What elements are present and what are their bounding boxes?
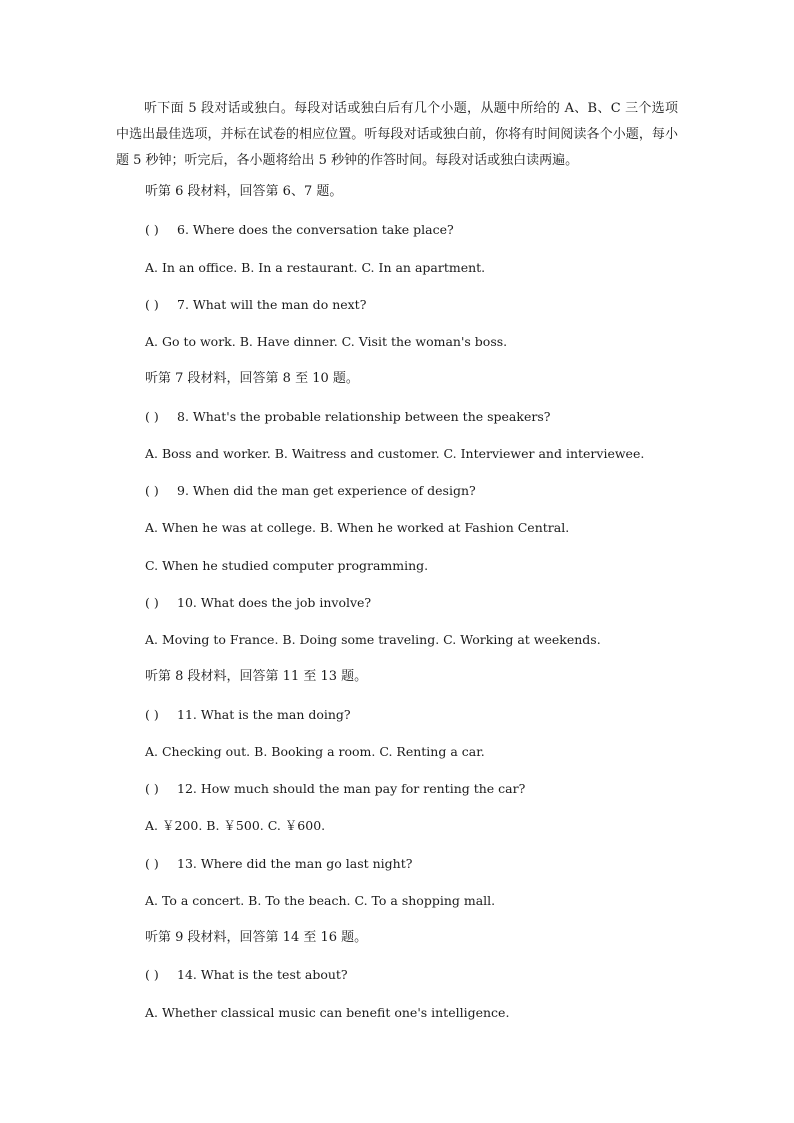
- question-11-options: A. Checking out. B. Booking a room. C. Renting a car.: [145, 744, 485, 759]
- question-9-option-c: C. When he studied computer programming.: [145, 558, 429, 573]
- question-8-options: A. Boss and worker. B. Waitress and customer. C. Interviewer and interviewee.: [145, 446, 645, 461]
- question-text: 8. What's the probable relationship between the speakers?: [177, 409, 551, 424]
- answer-blank[interactable]: ( ): [145, 856, 159, 871]
- listening-instructions: 听下面 5 段对话或独白。每段对话或独白后有几个小题，从题中所给的 A、B、C 三个选项中选出最佳选项，并标在试卷的相应位置。听每段对话或独白前，你将有时间阅读各个小题，每小题 5 秒钟；听完后，各小题将给出 5 秒钟的作答时间。每段对话或独白读两遍。: [116, 101, 678, 168]
- question-text: 10. What does the job involve?: [177, 595, 372, 610]
- question-7-options: A. Go to work. B. Have dinner. C. Visit the woman's boss.: [145, 334, 508, 349]
- question-8: [145, 408, 550, 426]
- question-10: [145, 594, 371, 612]
- question-13: [145, 855, 412, 873]
- question-13-options: A. To a concert. B. To the beach. C. To a shopping mall.: [145, 893, 496, 908]
- answer-blank[interactable]: ( ): [145, 781, 159, 796]
- question-12-options: A. ￥200. B. ￥500. C. ￥600.: [145, 818, 326, 833]
- answer-blank[interactable]: ( ): [145, 707, 159, 722]
- section-heading-6: 听第 6 段材料，回答第 6、7 题。: [145, 184, 343, 199]
- question-text: 9. When did the man get experience of design?: [177, 483, 476, 498]
- answer-blank[interactable]: ( ): [145, 409, 159, 424]
- question-10-options: A. Moving to France. B. Doing some traveling. C. Working at weekends.: [145, 632, 601, 647]
- question-11: [145, 706, 351, 724]
- answer-blank[interactable]: ( ): [145, 222, 159, 237]
- section-heading-8: 听第 8 段材料，回答第 11 至 13 题。: [145, 669, 368, 684]
- section-heading-9: 听第 9 段材料，回答第 14 至 16 题。: [145, 930, 368, 945]
- question-text: 7. What will the man do next?: [177, 297, 367, 312]
- question-6-options: A. In an office. B. In a restaurant. C. In an apartment.: [145, 260, 486, 275]
- question-14-option-a: A. Whether classical music can benefit one's intelligence.: [145, 1005, 510, 1020]
- question-text: 11. What is the man doing?: [177, 707, 351, 722]
- question-text: 6. Where does the conversation take place?: [177, 222, 454, 237]
- question-text: 13. Where did the man go last night?: [177, 856, 413, 871]
- question-9-options-ab: A. When he was at college. B. When he worked at Fashion Central.: [145, 520, 570, 535]
- question-text: 12. How much should the man pay for renting the car?: [177, 781, 526, 796]
- question-text: 14. What is the test about?: [177, 967, 348, 982]
- question-9: [145, 482, 476, 500]
- answer-blank[interactable]: ( ): [145, 595, 159, 610]
- answer-blank[interactable]: ( ): [145, 967, 159, 982]
- question-7: [145, 296, 366, 314]
- answer-blank[interactable]: ( ): [145, 483, 159, 498]
- question-14: [145, 966, 348, 984]
- question-6: [145, 221, 454, 239]
- section-heading-7: 听第 7 段材料，回答第 8 至 10 题。: [145, 371, 359, 386]
- question-12: [145, 780, 525, 798]
- answer-blank[interactable]: ( ): [145, 297, 159, 312]
